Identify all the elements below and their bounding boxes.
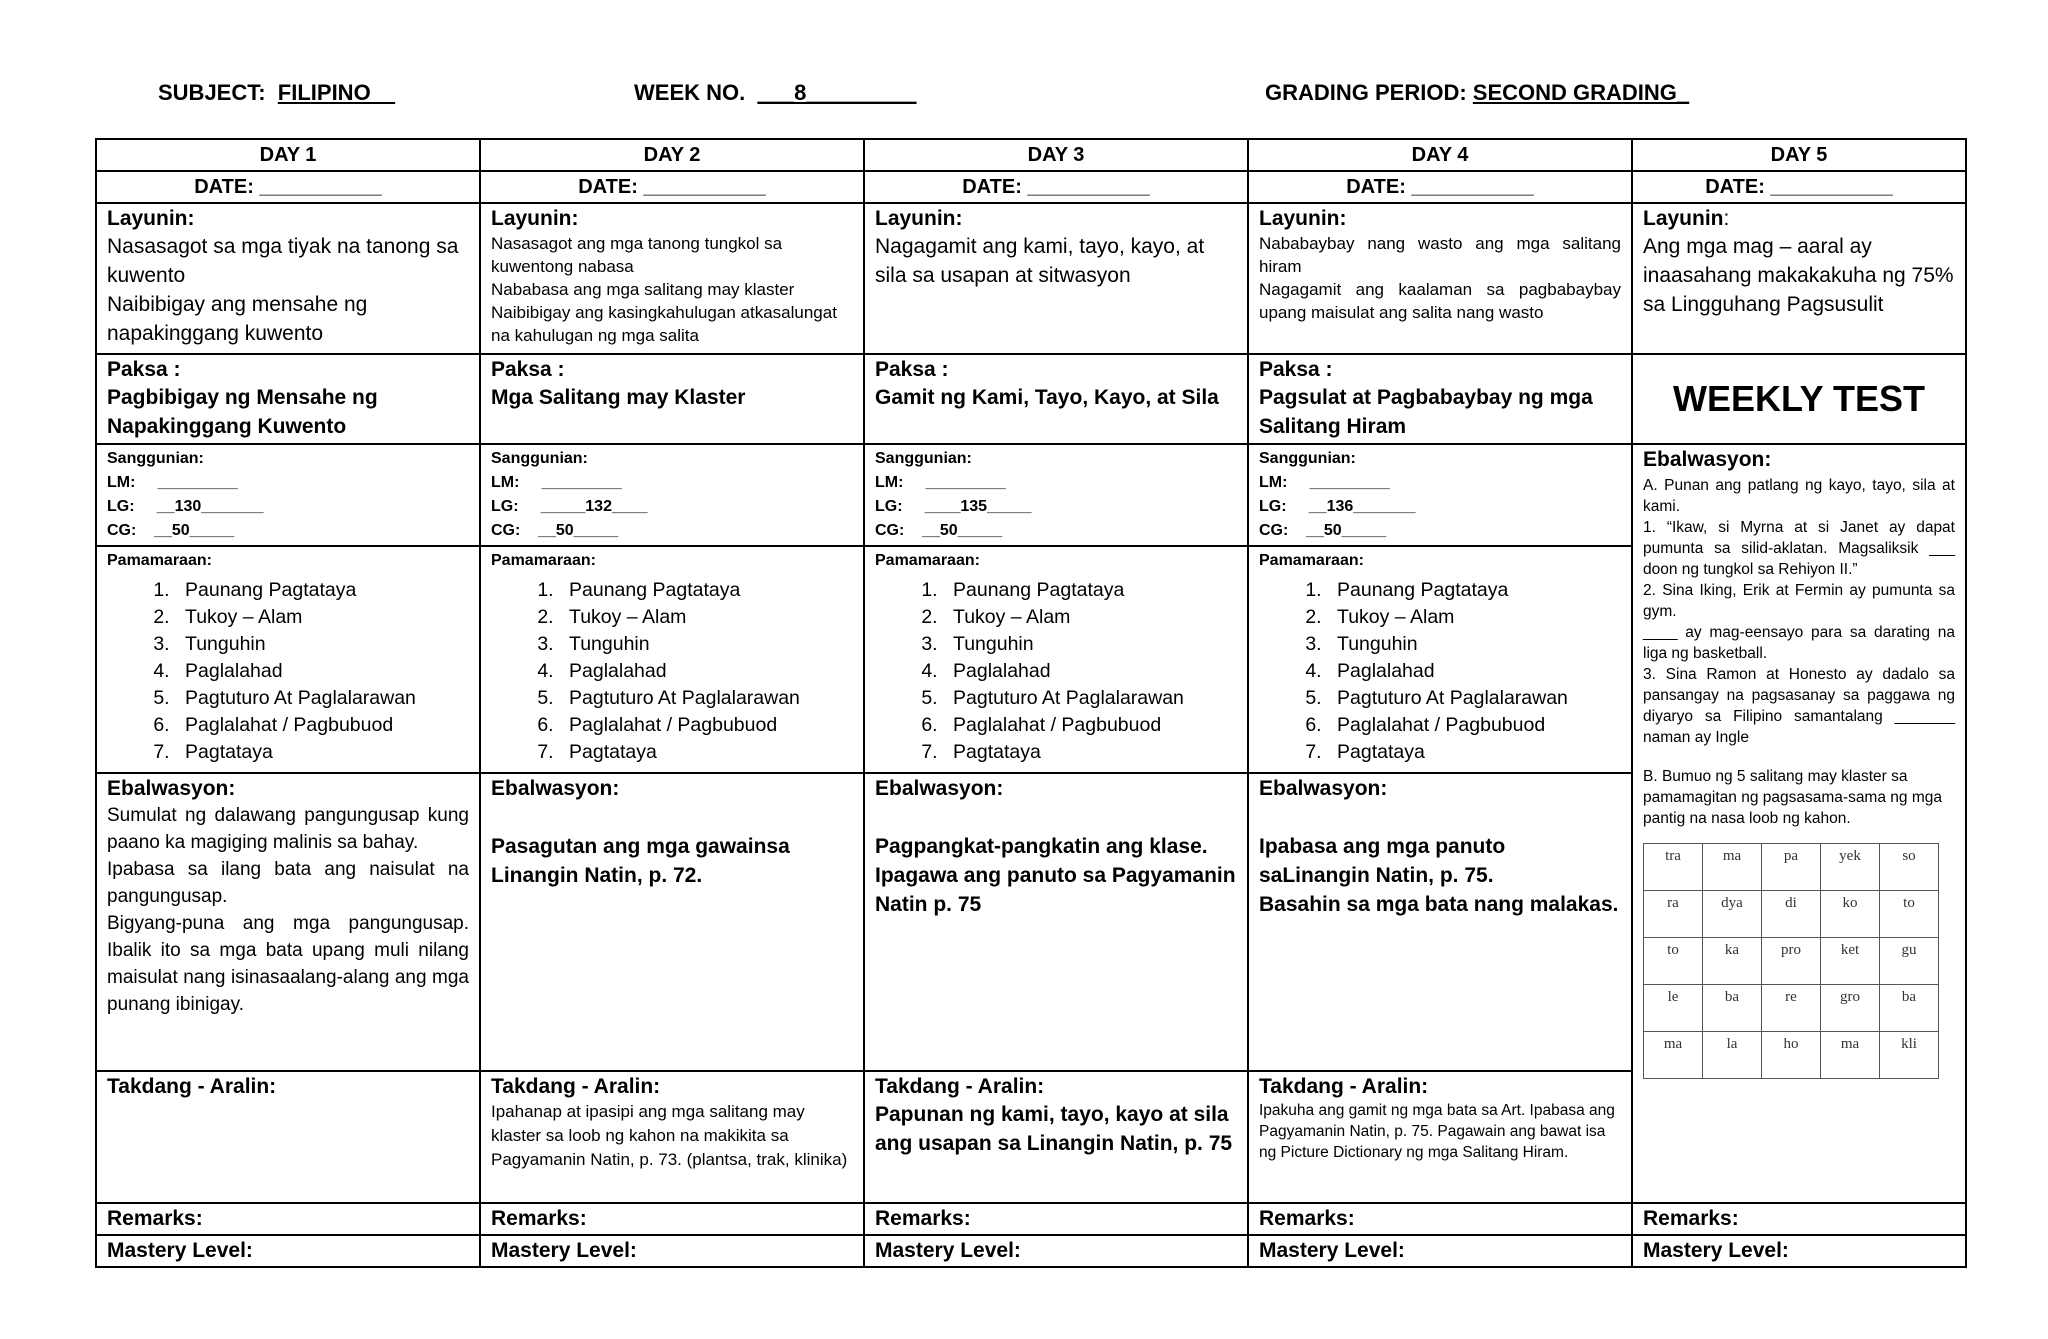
- takdang-aralin-label: Takdang - Aralin:: [875, 1075, 1045, 1098]
- layunin-colon: :: [1723, 207, 1730, 230]
- day-3-sanggunian: [864, 444, 1248, 546]
- day-1-remarks: [96, 1203, 480, 1235]
- day-3-header: DAY 3: [864, 139, 1248, 171]
- day-2-sanggunian: [480, 444, 864, 546]
- remarks-label: Remarks:: [1259, 1207, 1355, 1230]
- paksa-topic: Pagsulat at Pagbabaybay ng mga Salitang Hiram: [1259, 386, 1593, 438]
- procedure-step: 1. Paunang Pagtataya: [175, 577, 469, 604]
- syllable-row: [1644, 844, 1939, 891]
- mastery-level-label: Mastery Level:: [875, 1239, 1021, 1262]
- sanggunian-label: Sanggunian:: [491, 450, 588, 467]
- syllable-cell: [1821, 844, 1880, 891]
- objective: Nababaybay nang wasto ang mga salitang hiram: [1259, 234, 1621, 276]
- day-5-weekly-test: [1632, 354, 1966, 444]
- procedure-step: 4. Paglalahad: [1327, 658, 1621, 685]
- pamamaraan-label: Pamamaraan:: [107, 552, 212, 569]
- day-4-ebalwasyon: [1248, 773, 1632, 1071]
- objective: Naibibigay ang kasingkahulugan atkasalungat na kahulugan ng mga salita: [491, 303, 837, 345]
- syllable-cell: [1762, 891, 1821, 938]
- procedure-step: 7. Pagtataya: [175, 739, 469, 766]
- day-row: [96, 139, 1966, 171]
- syllable-cell: [1880, 938, 1939, 985]
- day-3-pamamaraan: [864, 546, 1248, 773]
- ebalwasyon-label: Ebalwasyon:: [491, 777, 620, 800]
- objective: Nasasagot sa mga tiyak na tanong sa kuwento: [107, 235, 459, 287]
- header-week: [634, 80, 917, 106]
- paksa-topic: Mga Salitang may Klaster: [491, 386, 746, 409]
- day-1-paksa: [96, 354, 480, 444]
- procedure-step: 3. Tunguhin: [1327, 631, 1621, 658]
- remarks-label: Remarks:: [491, 1207, 587, 1230]
- paksa-label: Paksa :: [1259, 358, 1333, 381]
- syllable-cell: [1880, 844, 1939, 891]
- objective: Nasasagot ang mga tanong tungkol sa kuwentong nabasa: [491, 234, 783, 276]
- evaluation-text: Basahin sa mga bata nang malakas.: [1259, 893, 1619, 916]
- syllable: ho: [1783, 1036, 1799, 1052]
- spacer: [1643, 748, 1955, 766]
- syllable: la: [1726, 1036, 1738, 1052]
- day-4-layunin: [1248, 203, 1632, 354]
- syllable: ka: [1724, 942, 1740, 958]
- syllable-cell: [1880, 985, 1939, 1032]
- lg-ref: LG: ____135_____: [875, 498, 1032, 515]
- evaluation-text: Pagpangkat-pangkatin ang klase.: [875, 835, 1208, 858]
- procedure-step: 4. Paglalahad: [943, 658, 1237, 685]
- procedure-step: 1. Paunang Pagtataya: [1327, 577, 1621, 604]
- weekly-test-title: WEEKLY TEST: [1672, 378, 1926, 419]
- procedure-step: 2. Tukoy – Alam: [559, 604, 853, 631]
- objective: Nababasa ang mga salitang may klaster: [491, 280, 795, 299]
- day-2-mastery-level: [480, 1235, 864, 1267]
- procedure-list: [107, 577, 469, 766]
- layunin-label: Layunin:: [875, 207, 963, 230]
- layunin-label: [1643, 206, 1955, 232]
- procedure-step: 3. Tunguhin: [175, 631, 469, 658]
- paksa-topic: Gamit ng Kami, Tayo, Kayo, at Sila: [875, 386, 1219, 409]
- syllable-cell: [1880, 891, 1939, 938]
- day-3-ebalwasyon: [864, 773, 1248, 1071]
- syllable-cell: [1644, 891, 1703, 938]
- procedure-step: 3. Tunguhin: [943, 631, 1237, 658]
- syllable-row: [1644, 891, 1939, 938]
- procedure-step: 7. Pagtataya: [1327, 739, 1621, 766]
- takdang-aralin-label: Takdang - Aralin:: [1259, 1075, 1429, 1098]
- day-3-paksa: [864, 354, 1248, 444]
- syllable: to: [1667, 942, 1679, 958]
- day-4-date: DATE: ___________: [1248, 171, 1632, 203]
- day-2-header: DAY 2: [480, 139, 864, 171]
- syllable-cell: [1703, 891, 1762, 938]
- syllable-cell: [1644, 985, 1703, 1032]
- procedure-step: 6. Paglalahat / Pagbubuod: [1327, 712, 1621, 739]
- sanggunian-label: Sanggunian:: [875, 450, 972, 467]
- day-1-ebalwasyon: [96, 773, 480, 1071]
- day-1-layunin: [96, 203, 480, 354]
- procedure-step: 6. Paglalahat / Pagbubuod: [943, 712, 1237, 739]
- pamamaraan-label: Pamamaraan:: [1259, 552, 1364, 569]
- day-4-pamamaraan: [1248, 546, 1632, 773]
- cg-ref: CG: __50_____: [1259, 522, 1387, 539]
- evaluation-text: Pasagutan ang mga gawainsa Linangin Natin, p. 72.: [491, 835, 790, 887]
- day-1-pamamaraan: [96, 546, 480, 773]
- subject-value: FILIPINO: [277, 80, 396, 105]
- ebalwasyon-label: Ebalwasyon:: [1259, 777, 1388, 800]
- question-3: 3. Sina Ramon at Honesto ay dadalo sa pansangay na pagsasanay sa paggawa ng diyaryo sa Filipino samantalang _______ naman ay Ingle: [1643, 666, 1955, 746]
- procedure-step: 2. Tukoy – Alam: [175, 604, 469, 631]
- syllable: kli: [1901, 1036, 1917, 1052]
- question-2: 2. Sina Iking, Erik at Fermin ay pumunta sa gym.: [1643, 582, 1955, 620]
- day-5-layunin: [1632, 203, 1966, 354]
- syllable: le: [1667, 989, 1679, 1005]
- syllable-cell: [1703, 1032, 1762, 1079]
- syllable: dya: [1721, 895, 1743, 911]
- paksa-topic: Pagbibigay ng Mensahe ng Napakinggang Kuwento: [107, 386, 378, 438]
- syllable: re: [1785, 989, 1797, 1005]
- question-2-continued: ____ ay mag-eensayo para sa darating na liga ng basketball.: [1643, 624, 1955, 662]
- syllable: ba: [1901, 989, 1917, 1005]
- day-3-date: DATE: ___________: [864, 171, 1248, 203]
- day-2-paksa: [480, 354, 864, 444]
- paksa-row: [96, 354, 1966, 444]
- assignment-text: Ipahanap at ipasipi ang mga salitang may klaster sa loob ng kahon na makikita sa Pagyamanin Natin, p. 73. (plantsa, trak, klinika): [491, 1102, 848, 1169]
- syllable-cell: [1762, 985, 1821, 1032]
- syllable-grid: [1643, 843, 1939, 1079]
- syllable-cell: [1762, 938, 1821, 985]
- day-4-sanggunian: [1248, 444, 1632, 546]
- procedure-step: 5. Pagtuturo At Paglalarawan: [559, 685, 853, 712]
- syllable-cell: [1762, 1032, 1821, 1079]
- syllable-cell: [1762, 844, 1821, 891]
- assignment-text: Papunan ng kami, tayo, kayo at sila ang usapan sa Linangin Natin, p. 75: [875, 1103, 1233, 1155]
- day-2-date: DATE: ___________: [480, 171, 864, 203]
- objective: Nagagamit ang kaalaman sa pagbabaybay upang maisulat ang salita nang wasto: [1259, 280, 1621, 322]
- remarks-label: Remarks:: [1643, 1207, 1739, 1230]
- subject-label: SUBJECT:: [158, 80, 278, 105]
- lg-ref: LG: _____132____: [491, 498, 648, 515]
- paksa-label: Paksa :: [107, 358, 181, 381]
- sanggunian-row: [96, 444, 1966, 546]
- assignment-text: Ipakuha ang gamit ng mga bata sa Art. Ipabasa ang Pagyamanin Natin, p. 75. Pagawain ang bawat isa ng Picture Dictionary ng mga Salitang Hiram.: [1259, 1102, 1615, 1161]
- procedure-step: 7. Pagtataya: [943, 739, 1237, 766]
- instruction-a: A. Punan ang patlang ng kayo, tayo, sila at kami.: [1643, 477, 1955, 515]
- evaluation-text: Ipabasa ang mga panuto saLinangin Natin, p. 75.: [1259, 835, 1506, 887]
- remarks-label: Remarks:: [107, 1207, 203, 1230]
- mastery-level-label: Mastery Level:: [1643, 1239, 1789, 1262]
- syllable: tra: [1665, 848, 1681, 864]
- pamamaraan-label: Pamamaraan:: [491, 552, 596, 569]
- week-value: ___8_________: [757, 80, 917, 105]
- lm-ref: LM: _________: [875, 474, 1006, 491]
- day-3-mastery-level: [864, 1235, 1248, 1267]
- mastery-level-label: Mastery Level:: [1259, 1239, 1405, 1262]
- layunin-row: [96, 203, 1966, 354]
- day-2-remarks: [480, 1203, 864, 1235]
- paksa-label: Paksa :: [875, 358, 949, 381]
- syllable-cell: [1880, 1032, 1939, 1079]
- procedure-list: [875, 577, 1237, 766]
- day-3-layunin: [864, 203, 1248, 354]
- takdang-aralin-label: Takdang - Aralin:: [491, 1075, 661, 1098]
- procedure-step: 3. Tunguhin: [559, 631, 853, 658]
- day-1-sanggunian: [96, 444, 480, 546]
- instruction-b: B. Bumuo ng 5 salitang may klaster sa pamamagitan ng pagsasama-sama ng mga pantig na nasa loob ng kahon.: [1643, 768, 1942, 827]
- day-3-takdang-aralin: [864, 1071, 1248, 1203]
- day-2-pamamaraan: [480, 546, 864, 773]
- lm-ref: LM: _________: [491, 474, 622, 491]
- ebalwasyon-label: Ebalwasyon:: [875, 777, 1004, 800]
- syllable-cell: [1703, 938, 1762, 985]
- syllable-cell: [1821, 985, 1880, 1032]
- procedure-list: [491, 577, 853, 766]
- period-value: SECOND GRADING_: [1472, 80, 1690, 105]
- syllable-cell: [1821, 938, 1880, 985]
- syllable: yek: [1839, 848, 1861, 864]
- sanggunian-label: Sanggunian:: [107, 450, 204, 467]
- ebalwasyon-label: Ebalwasyon:: [1643, 448, 1772, 471]
- syllable: gro: [1840, 989, 1860, 1005]
- header-subject: [158, 80, 395, 106]
- procedure-step: 6. Paglalahat / Pagbubuod: [175, 712, 469, 739]
- cg-ref: CG: __50_____: [491, 522, 619, 539]
- syllable: ma: [1722, 848, 1742, 864]
- mastery-level-label: Mastery Level:: [491, 1239, 637, 1262]
- layunin-label-text: Layunin: [1643, 207, 1724, 230]
- header-grading-period: [1265, 80, 1689, 106]
- lm-ref: LM: _________: [107, 474, 238, 491]
- procedure-step: 6. Paglalahat / Pagbubuod: [559, 712, 853, 739]
- procedure-step: 5. Pagtuturo At Paglalarawan: [943, 685, 1237, 712]
- day-1-header: DAY 1: [96, 139, 480, 171]
- day-4-takdang-aralin: [1248, 1071, 1632, 1203]
- day-2-ebalwasyon: [480, 773, 864, 1071]
- procedure-step: 7. Pagtataya: [559, 739, 853, 766]
- syllable: gu: [1901, 942, 1917, 958]
- syllable-cell: [1644, 938, 1703, 985]
- remarks-row: [96, 1203, 1966, 1235]
- objective: Nagagamit ang kami, tayo, kayo, at sila sa usapan at sitwasyon: [875, 235, 1205, 287]
- sanggunian-label: Sanggunian:: [1259, 450, 1356, 467]
- syllable: ko: [1842, 895, 1858, 911]
- syllable: pa: [1783, 848, 1799, 864]
- procedure-step: 5. Pagtuturo At Paglalarawan: [175, 685, 469, 712]
- takdang-aralin-label: Takdang - Aralin:: [107, 1075, 277, 1098]
- syllable: to: [1903, 895, 1915, 911]
- syllable: pro: [1781, 942, 1801, 958]
- evaluation-text: Ipagawa ang panuto sa Pagyamanin Natin p. 75: [875, 864, 1236, 916]
- syllable: ma: [1663, 1036, 1683, 1052]
- day-1-date: DATE: ___________: [96, 171, 480, 203]
- procedure-step: 1. Paunang Pagtataya: [943, 577, 1237, 604]
- syllable-row: [1644, 985, 1939, 1032]
- procedure-step: 5. Pagtuturo At Paglalarawan: [1327, 685, 1621, 712]
- day-5-date: DATE: ___________: [1632, 171, 1966, 203]
- mastery-level-row: [96, 1235, 1966, 1267]
- week-label: WEEK NO.: [634, 80, 758, 105]
- syllable-row: [1644, 938, 1939, 985]
- syllable: so: [1902, 848, 1916, 864]
- pamamaraan-label: Pamamaraan:: [875, 552, 980, 569]
- syllable: ma: [1840, 1036, 1860, 1052]
- lesson-plan-table: [95, 138, 1967, 1268]
- syllable-cell: [1821, 891, 1880, 938]
- procedure-list: [1259, 577, 1621, 766]
- lg-ref: LG: __136_______: [1259, 498, 1416, 515]
- cg-ref: CG: __50_____: [875, 522, 1003, 539]
- syllable: ket: [1840, 942, 1860, 958]
- cg-ref: CG: __50_____: [107, 522, 235, 539]
- syllable-row: [1644, 1032, 1939, 1079]
- day-5-remarks: [1632, 1203, 1966, 1235]
- day-2-takdang-aralin: [480, 1071, 864, 1203]
- syllable-cell: [1703, 985, 1762, 1032]
- mastery-level-label: Mastery Level:: [107, 1239, 253, 1262]
- objective: Naibibigay ang mensahe ng napakinggang kuwento: [107, 293, 368, 345]
- lg-ref: LG: __130_______: [107, 498, 264, 515]
- day-1-mastery-level: [96, 1235, 480, 1267]
- paksa-label: Paksa :: [491, 358, 565, 381]
- day-4-remarks: [1248, 1203, 1632, 1235]
- syllable-cell: [1821, 1032, 1880, 1079]
- day-5-ebalwasyon: [1632, 444, 1966, 1203]
- evaluation-text: Bigyang-puna ang mga pangungusap. Ibalik ito sa mga bata upang muli nilang maisulat nang isinasaalang-alang ang mga punang ibinigay.: [107, 913, 469, 1015]
- day-4-header: DAY 4: [1248, 139, 1632, 171]
- day-1-takdang-aralin: [96, 1071, 480, 1203]
- procedure-step: 1. Paunang Pagtataya: [559, 577, 853, 604]
- remarks-label: Remarks:: [875, 1207, 971, 1230]
- day-4-mastery-level: [1248, 1235, 1632, 1267]
- procedure-step: 4. Paglalahad: [175, 658, 469, 685]
- date-row: [96, 171, 1966, 203]
- evaluation-text: Sumulat ng dalawang pangungusap kung paano ka magiging malinis sa bahay.: [107, 805, 469, 853]
- day-5-header: DAY 5: [1632, 139, 1966, 171]
- syllable: ba: [1724, 989, 1740, 1005]
- ebalwasyon-label: Ebalwasyon:: [107, 777, 236, 800]
- day-4-paksa: [1248, 354, 1632, 444]
- syllable: di: [1785, 895, 1797, 911]
- syllable-cell: [1703, 844, 1762, 891]
- procedure-step: 4. Paglalahad: [559, 658, 853, 685]
- objective: Ang mga mag – aaral ay inaasahang makakakuha ng 75% sa Lingguhang Pagsusulit: [1643, 235, 1954, 316]
- day-3-remarks: [864, 1203, 1248, 1235]
- syllable: ra: [1667, 895, 1679, 911]
- question-1: 1. “Ikaw, si Myrna at si Janet ay dapat pumunta sa silid-aklatan. Magsaliksik ___ doon ng tungkol sa Rehiyon II.”: [1643, 519, 1955, 578]
- syllable-cell: [1644, 1032, 1703, 1079]
- period-label: GRADING PERIOD:: [1265, 80, 1473, 105]
- syllable-cell: [1644, 844, 1703, 891]
- layunin-label: Layunin:: [107, 207, 195, 230]
- procedure-step: 2. Tukoy – Alam: [943, 604, 1237, 631]
- evaluation-text: Ipabasa sa ilang bata ang naisulat na pangungusap.: [107, 859, 469, 907]
- day-2-layunin: [480, 203, 864, 354]
- day-5-mastery-level: [1632, 1235, 1966, 1267]
- layunin-label: Layunin:: [1259, 207, 1347, 230]
- procedure-step: 2. Tukoy – Alam: [1327, 604, 1621, 631]
- layunin-label: Layunin:: [491, 207, 579, 230]
- lm-ref: LM: _________: [1259, 474, 1390, 491]
